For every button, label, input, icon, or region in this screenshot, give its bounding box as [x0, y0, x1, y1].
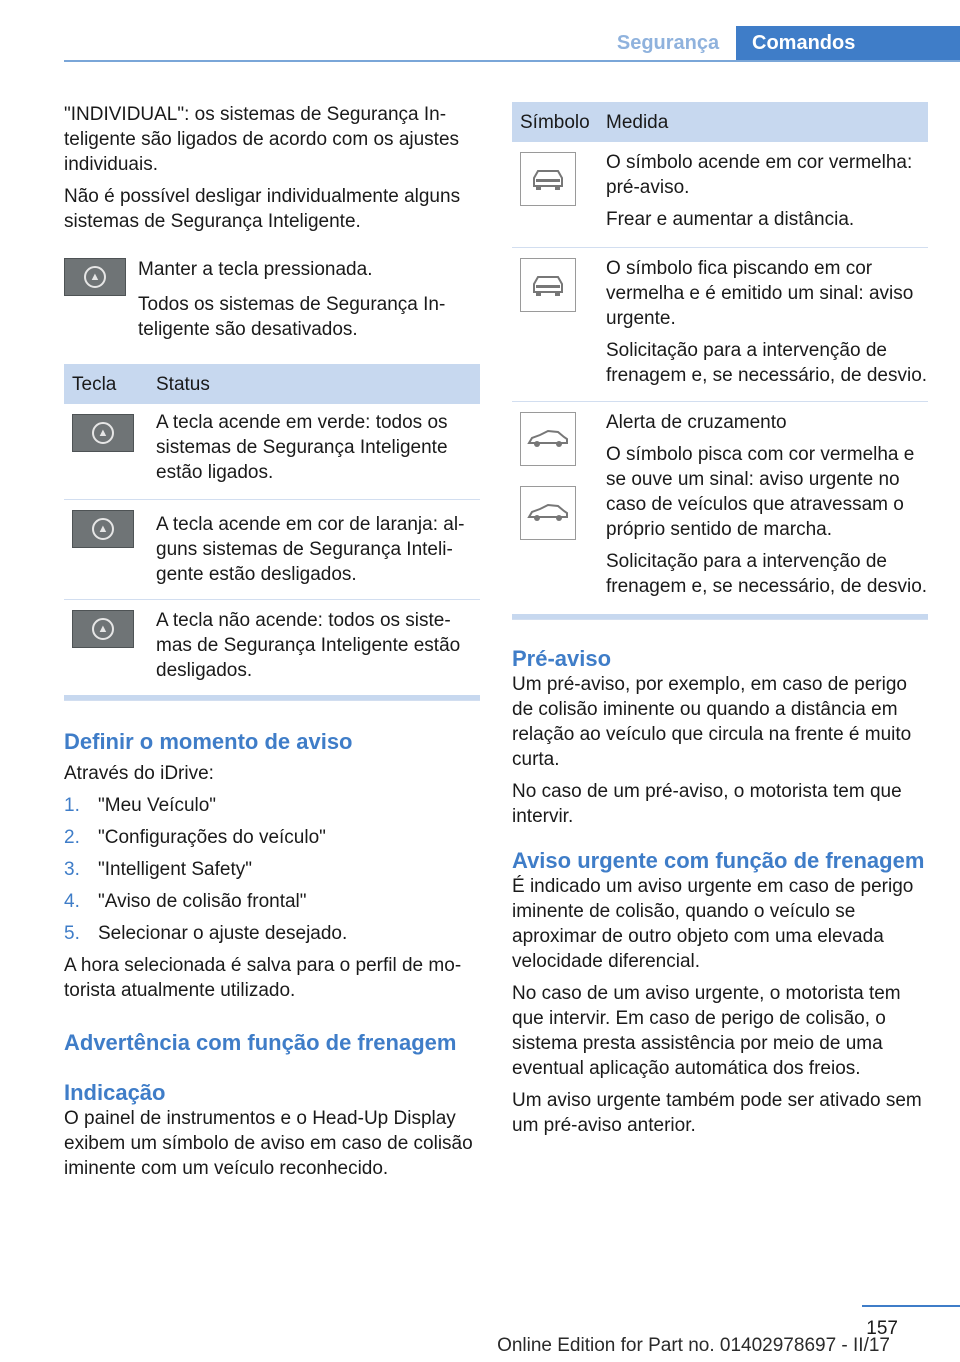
action-text: O símbolo pisca com cor vermelha e se ouve um sinal: aviso urgente no caso de veículos que atravessam o próprio sentido de marcha. — [606, 444, 915, 540]
indication-text: O painel de instrumentos e o Head-Up Display exibem um símbolo de aviso em caso de colisão iminente com um veículo reconhecido. — [64, 1108, 473, 1179]
steps-list — [64, 793, 480, 946]
list-item: 5. Selecionar o ajuste desejado. — [64, 923, 348, 944]
cannot-disable-paragraph: Não é possível desligar individualmente alguns sistemas de Segurança Inteligente. — [64, 186, 461, 232]
button-note-line1: Manter a tecla pressionada. — [138, 259, 373, 280]
table-row — [512, 142, 928, 248]
section-heading-brake-warning: Advertência com função de frenagem — [64, 1030, 457, 1055]
table-row — [512, 248, 928, 402]
action-text: Solicitação para a intervenção de frenagem e, se necessário, de desvio. — [606, 340, 928, 386]
table-row — [512, 402, 928, 615]
crossing-car-icon — [520, 412, 576, 466]
urgent-text: No caso de um aviso urgente, o motorista tem que intervir. Em caso de perigo de colisão, o sistema presta assistência por meio de uma eventual aplicação automática dos freios. — [512, 983, 901, 1079]
list-item: 3. "Intelligent Safety" — [64, 859, 252, 880]
section-heading-warning-time: Definir o momento de aviso — [64, 729, 353, 754]
list-item: 2. "Configurações do veículo" — [64, 827, 326, 848]
action-text: Frear e aumentar a distância. — [606, 209, 855, 230]
left-column — [64, 102, 480, 1188]
header-rule — [64, 60, 960, 62]
prewarning-text: Um pré-aviso, por exemplo, em caso de perigo de colisão iminente ou quando a distância em relação ao veículo que circula na frente é muito curta. — [512, 674, 912, 770]
page-number: 157 — [866, 1318, 898, 1339]
safety-button-icon: ▲ — [72, 610, 134, 648]
button-note-line2: Todos os sistemas de Segurança Inteligente são desativados. — [138, 294, 446, 340]
via-idrive: Através do iDrive: — [64, 763, 214, 784]
table-row — [64, 500, 480, 600]
table-row — [64, 404, 480, 500]
safety-button-icon: ▲ — [72, 414, 134, 452]
list-item: 1. "Meu Veículo" — [64, 795, 217, 816]
chapter-tab: Comandos — [736, 26, 960, 62]
column-header-symbol: Símbolo — [512, 102, 598, 142]
column-header-status: Status — [148, 364, 480, 404]
safety-button-icon: ▲ — [64, 258, 126, 296]
saved-note: A hora selecionada é salva para o perfil de motorista atualmente utilizado. — [64, 955, 462, 1001]
subheading-indication: Indicação — [64, 1080, 166, 1105]
action-text: Solicitação para a intervenção de frenagem e, se necessário, de desvio. — [606, 551, 928, 597]
list-item: 4. "Aviso de colisão frontal" — [64, 891, 307, 912]
table-row — [64, 600, 480, 696]
button-note — [64, 257, 480, 296]
subheading-urgent-warning: Aviso urgente com função de frenagem — [512, 848, 925, 873]
edition-note: Online Edition for Part no. 01402978697 - II/17 — [497, 1335, 890, 1356]
right-column — [512, 102, 928, 1145]
footer-rule — [862, 1305, 960, 1307]
status-text: A tecla não acende: todos os sistemas de Segurança Inteligente estão desligados. — [156, 610, 461, 681]
action-text: O símbolo fica piscando em cor vermelha e é emitido um sinal: aviso urgente. — [606, 258, 914, 329]
urgent-text: É indicado um aviso urgente em caso de perigo iminente de colisão, quando o veículo se aproximar de outro objeto com uma elevada velocidade diferencial. — [512, 876, 914, 972]
action-text: Alerta de cruzamento — [606, 412, 787, 433]
individual-paragraph: "INDIVIDUAL": os sistemas de Segurança Inteligente são ligados de acordo com os ajustes individuais. — [64, 104, 460, 175]
table-end-bar — [64, 695, 480, 701]
safety-button-icon: ▲ — [72, 510, 134, 548]
status-table — [64, 364, 480, 701]
table-end-bar — [512, 614, 928, 620]
section-label: Segurança — [616, 32, 720, 54]
column-header-key: Tecla — [64, 364, 148, 404]
symbol-table — [512, 102, 928, 620]
prewarning-text: No caso de um pré-aviso, o motorista tem que intervir. — [512, 781, 902, 827]
urgent-text: Um aviso urgente também pode ser ativado sem um pré-aviso anterior. — [512, 1090, 922, 1136]
car-front-flashing-icon — [520, 258, 576, 312]
car-front-warning-icon — [520, 152, 576, 206]
status-text: A tecla acende em cor de laranja: alguns sistemas de Segurança Inteligente estão desligados. — [148, 500, 480, 600]
action-text: O símbolo acende em cor vermelha: pré-aviso. — [606, 152, 913, 198]
page-header — [0, 0, 960, 62]
status-text: A tecla acende em verde: todos os sistemas de Segurança Inteligente estão ligados. — [148, 404, 480, 500]
subheading-prewarning: Pré-aviso — [512, 646, 612, 671]
crossing-car-icon — [520, 486, 576, 540]
column-header-action: Medida — [598, 102, 928, 142]
